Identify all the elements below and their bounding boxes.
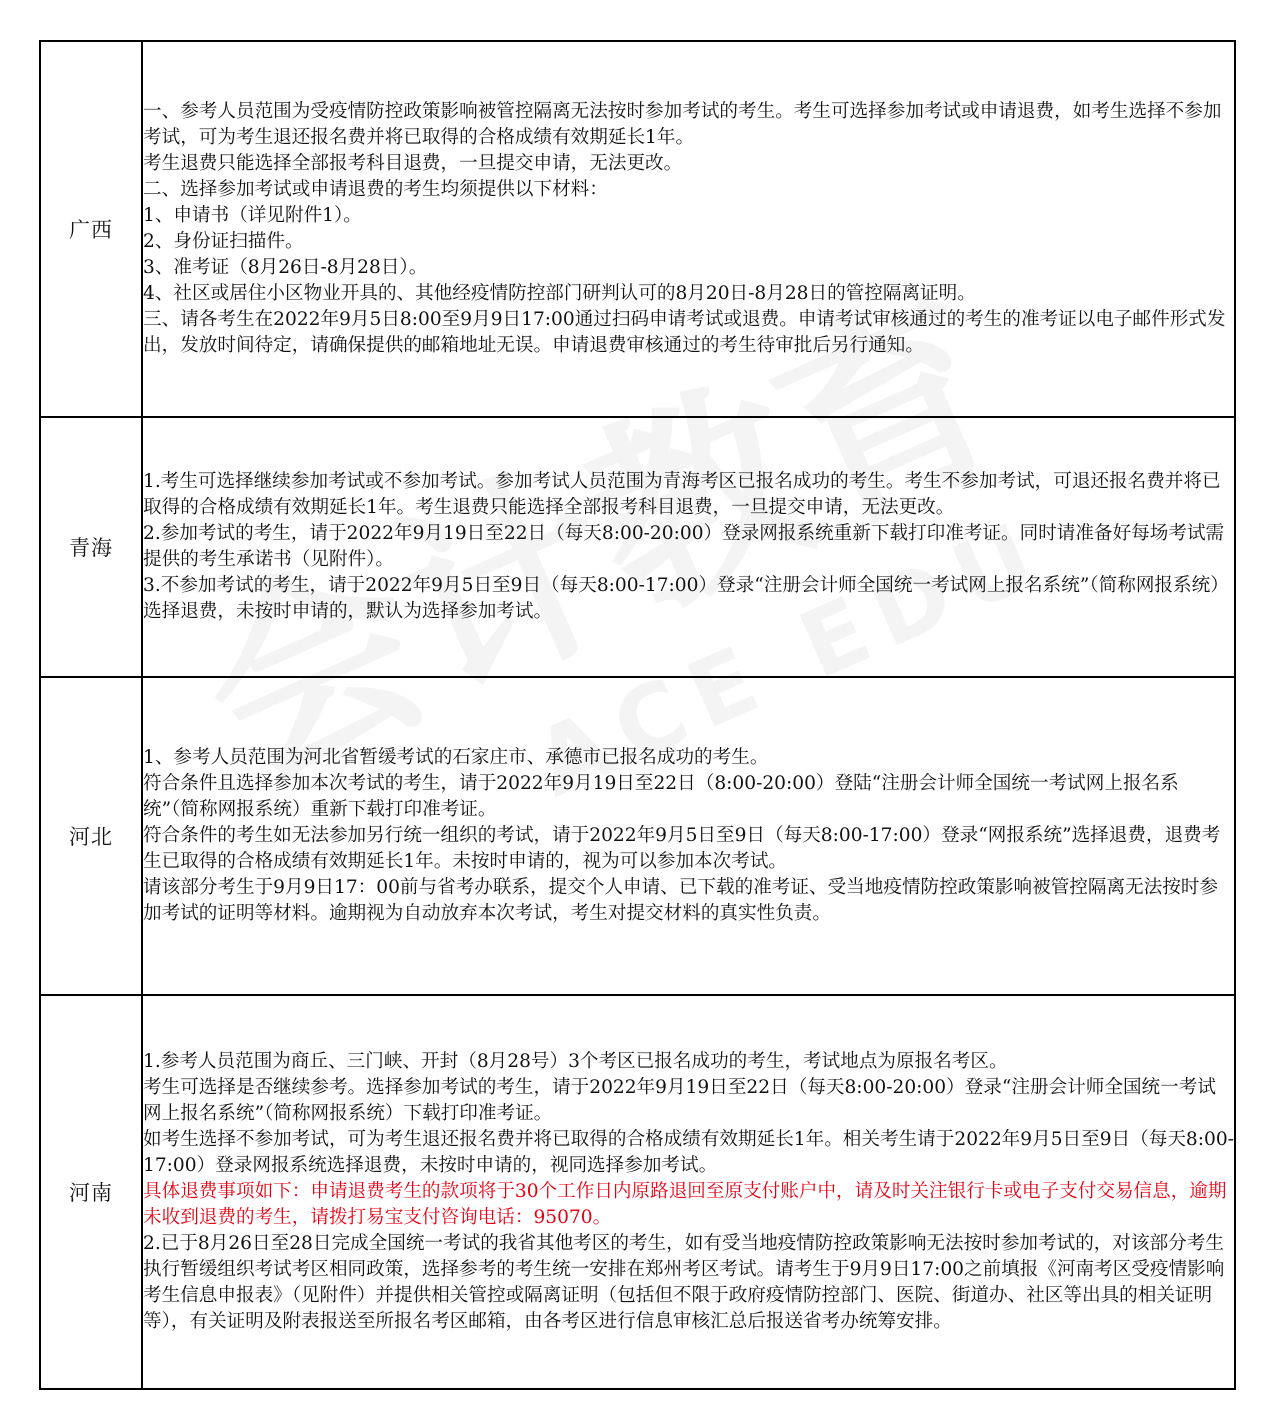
content-line: 2、身份证扫描件。 — [143, 231, 304, 252]
content-line: 4、社区或居住小区物业开具的、其他经疫情防控部门研判认可的8月20日-8月28日的管控隔离证明。 — [143, 283, 976, 304]
content-line: 3.不参加考试的考生，请于2022年9月5日至9日（每天8:00-17:00）登录“注册会计师全国统一考试网上报名系统”（简称网报系统）选择退费，未按时申请的，默认为选择参加考试。 — [143, 575, 1229, 622]
region-cell: 河南 — [40, 995, 142, 1389]
province-notice-table — [39, 40, 1236, 1390]
content-line: 符合条件且选择参加本次考试的考生，请于2022年9月19日至22日（8:00-20:00）登陆“注册会计师全国统一考试网上报名系统”（简称网报系统）重新下载打印准考证。 — [143, 773, 1179, 820]
content-line: 三、请各考生在2022年9月5日8:00至9月9日17:00通过扫码申请考试或退费。申请考试审核通过的考生的准考证以电子邮件形式发出，发放时间待定，请确保提供的邮箱地址无误。申请退费审核通过的考生待审批后另行通知。 — [143, 309, 1226, 356]
content-line: 3、准考证（8月26日-8月28日）。 — [143, 257, 428, 278]
content-line: 1.考生可选择继续参加考试或不参加考试。参加考试人员范围为青海考区已报名成功的考生。考生不参加考试，可退还报名费并将已取得的合格成绩有效期延长1年。考生退费只能选择全部报考科目退费，一旦提交申请，无法更改。 — [143, 471, 1221, 518]
content-line: 2.已于8月26日至28日完成全国统一考试的我省其他考区的考生，如有受当地疫情防控政策影响无法按时参加考试的，对该部分考生执行暂缓组织考试考区相同政策，选择参考的考生统一安排在郑州考区考试。请考生于9月9日17:00之前填报《河南考区受疫情影响考生信息申报表》（见附件）并提供相关管控或隔离证明（包括但不限于政府疫情防控部门、医院、街道办、社区等出具的相关证明等），有关证明及附表报送至所报名考区邮箱，由各考区进行信息审核汇总后报送省考办统筹安排。 — [143, 1233, 1225, 1332]
content-cell — [142, 677, 1235, 995]
content-line: 请该部分考生于9月9日17：00前与省考办联系，提交个人申请、已下载的准考证、受当地疫情防控政策影响被管控隔离无法按时参加考试的证明等材料。逾期视为自动放弃本次考试，考生对提交材料的真实性负责。 — [143, 877, 1219, 924]
table-row-qinghai — [40, 417, 1235, 677]
region-cell: 河北 — [40, 677, 142, 995]
content-line: 2.参加考试的考生，请于2022年9月19日至22日（每天8:00-20:00）登录网报系统重新下载打印准考证。同时请准备好每场考试需提供的考生承诺书（见附件）。 — [143, 523, 1225, 570]
content-line: 考生退费只能选择全部报考科目退费，一旦提交申请，无法更改。 — [143, 153, 683, 174]
content-line: 二、选择参加考试或申请退费的考生均须提供以下材料： — [143, 179, 608, 200]
content-line: 符合条件的考生如无法参加另行统一组织的考试，请于2022年9月5日至9日（每天8:00-17:00）登录“网报系统”选择退费，退费考生已取得的合格成绩有效期延长1年。未按时申请的，视为可以参加本次考试。 — [143, 825, 1221, 872]
content-line: 1.参考人员范围为商丘、三门峡、开封（8月28号）3个考区已报名成功的考生，考试地点为原报名考区。 — [143, 1051, 1008, 1072]
table-row-hebei — [40, 677, 1235, 995]
table-row-guangxi — [40, 41, 1235, 417]
table-row-henan — [40, 995, 1235, 1389]
content-line: 考生可选择是否继续参考。选择参加考试的考生，请于2022年9月19日至22日（每天8:00-20:00）登录“注册会计师全国统一考试网上报名系统”（简称网报系统）下载打印准考证。 — [143, 1077, 1216, 1124]
region-cell: 广西 — [40, 41, 142, 417]
refund-notice-highlight: 具体退费事项如下：申请退费考生的款项将于30个工作日内原路退回至原支付账户中，请及时关注银行卡或电子支付交易信息，逾期未收到退费的考生，请拨打易宝支付咨询电话：95070。 — [143, 1181, 1227, 1228]
content-cell — [142, 417, 1235, 677]
content-line: 1、申请书（详见附件1）。 — [143, 205, 362, 226]
region-cell: 青海 — [40, 417, 142, 677]
content-line: 一、参考人员范围为受疫情防控政策影响被管控隔离无法按时参加考试的考生。考生可选择参加考试或申请退费，如考生选择不参加考试，可为考生退还报名费并将已取得的合格成绩有效期延长1年。 — [143, 101, 1222, 148]
content-line: 如考生选择不参加考试，可为考生退还报名费并将已取得的合格成绩有效期延长1年。相关考生请于2022年9月5日至9日（每天8:00-17:00）登录网报系统选择退费，未按时申请的，视同选择参加考试。 — [143, 1129, 1234, 1176]
content-cell — [142, 41, 1235, 417]
content-line: 1、参考人员范围为河北省暂缓考试的石家庄市、承德市已报名成功的考生。 — [143, 747, 769, 768]
content-cell — [142, 995, 1235, 1389]
